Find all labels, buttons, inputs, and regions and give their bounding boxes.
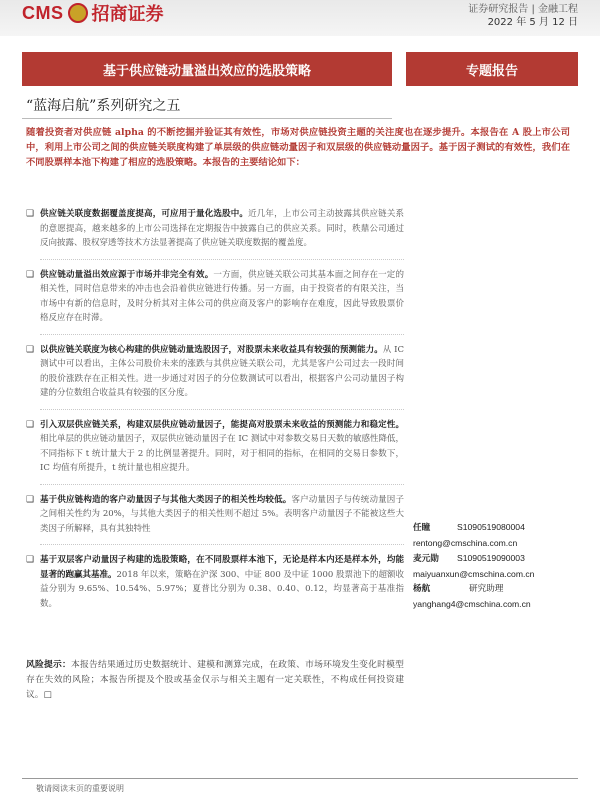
checkbox-bullet-icon: ❑ [26, 209, 35, 219]
analyst-panel [413, 520, 583, 612]
finding-body: 从 IC 测试中可以看出，主体公司股价未来的涨跌与其供应链关联公司，尤其是客户公司过去一段时间的股价涨跌存在正相关性。进一步通过对因子的分位数测试可以看出，根据客户公司动量因子构建的分位数组合收益具有较强的区分度。 [40, 344, 404, 398]
checkbox-bullet-icon: ❑ [26, 555, 35, 565]
finding-body: 近几年，上市公司主动披露其供应链关系的意愿提高，越来越多的上市公司选择在定期报告中披露自己的供应关系。同时，秩鼎公司通过反向披露、股权穿透等技术方法显著提高了供应链关联度数据的覆盖度。 [40, 209, 404, 248]
divider [40, 259, 404, 260]
finding-body: 2018 年以来，策略在沪深 300、中证 800 及中证 1000 股票池下的超额收益分别为 9.65%、10.54%、5.97%；夏普比分别为 0.38、0.40、0.12，均显著高于基准指数。 [40, 569, 404, 609]
checkbox-bullet-icon: ❑ [26, 344, 35, 355]
divider [40, 484, 404, 485]
analyst-entry [413, 520, 583, 536]
page-header [0, 0, 600, 40]
document-type: 证券研究报告 | 金融工程 [468, 4, 578, 15]
analyst-cert: S1090519080004 [457, 522, 525, 532]
risk-text: 本报告结果通过历史数据统计、建模和测算完成，在政策、市场环境发生变化时模型存在失效的风险；本报告所提及个股或基金仅示与相关主题有一定关联性，不构成任何投资建议。□ [26, 660, 404, 700]
risk-warning [26, 658, 404, 703]
logo-text: CMS [22, 2, 64, 23]
finding-heading: 供应链动量溢出效应源于市场并非完全有效。 [40, 269, 214, 280]
series-subtitle: “蓝海启航”系列研究之五 [26, 98, 181, 114]
report-date: 2022 年 5 月 12 日 [487, 17, 578, 28]
analyst-name: 杨航 [413, 584, 431, 594]
finding-heading: 供应链关联度数据覆盖度提高，可应用于量化选股中。 [40, 209, 249, 219]
title-banner [22, 52, 392, 86]
footer-note: 敬请阅读末页的重要说明 [36, 784, 124, 793]
divider [22, 118, 392, 119]
finding-heading: 以供应链关联度为核心构建的供应链动量选股因子，对股票未来收益具有较强的预测能力。 [40, 344, 383, 355]
category-banner [406, 52, 578, 86]
logo-brand: 招商证券 [91, 4, 164, 25]
finding-heading: 基于供应链构造的客户动量因子与其他大类因子的相关性均较低。 [40, 494, 292, 505]
list-item [26, 493, 404, 537]
list-item [26, 268, 404, 326]
analyst-entry [413, 582, 583, 597]
checkbox-bullet-icon: ❑ [26, 269, 35, 280]
logo-seal-icon [68, 3, 88, 23]
list-item [26, 553, 404, 611]
divider [40, 544, 404, 545]
finding-heading: 基于双层客户动量因子构建的选股策略，在不同股票样本池下，无论是样本内还是样本外，均能显著的跑赢其基准。 [40, 555, 404, 580]
analyst-role: 研究助理 [469, 584, 504, 594]
report-category: 专题报告 [465, 63, 518, 79]
analyst-cert: S1090519090003 [457, 553, 525, 563]
abstract-paragraph: 随着投资者对供应链 alpha 的不断挖掘并验证其有效性，市场对供应链投资主题的关注度也在逐步提升。本报告在 A 股上市公司中，利用上市公司之间的供应链关联度构建了单层级的供应链动量因子和双层级的供应链动量因子。基于因子测试的有效性，我们在不同股票样本池下构建了相应的选股策略。本报告的主要结论如下： [26, 127, 570, 168]
list-item [26, 207, 404, 251]
checkbox-bullet-icon: ❑ [26, 419, 35, 430]
analyst-entry [413, 551, 583, 567]
analyst-name: 麦元勋 [413, 554, 439, 564]
finding-body: 一方面，供应链关联公司其基本面之间存在一定的相关性，同时信息带来的冲击也会沿着供应链进行传播。另一方面，由于投资者的有限关注，当市场中有新的信息时，及时分析其对主体公司的供应商及客户的影响存在难度，因此导致股票价格反应存在时滞。 [40, 269, 404, 323]
checkbox-bullet-icon: ❑ [26, 494, 35, 505]
finding-body: 客户动量因子与传统动量因子之间相关性约为 20%，与其他大类因子的相关性则不超过 5%。表明客户动量因子不能被这些大类因子所解释，具有其独特性 [40, 494, 404, 534]
key-findings-list [26, 207, 404, 619]
finding-heading: 引入双层供应链关系，构建双层供应链动量因子，能提高对股票未来收益的预测能力和稳定性。 [40, 419, 404, 430]
list-item [26, 343, 404, 401]
analyst-email[interactable]: yanghang4@cmschina.com.cn [413, 599, 531, 609]
report-title: 基于供应链动量溢出效应的选股策略 [102, 63, 311, 79]
divider [40, 334, 404, 335]
analyst-email[interactable]: maiyuanxun@cmschina.com.cn [413, 569, 535, 579]
footer-divider [22, 778, 578, 779]
analyst-name: 任瞳 [413, 523, 431, 533]
finding-body: 相比单层的供应链动量因子，双层供应链动量因子在 IC 测试中对参数交易日天数的敏感性降低，不同指标下 t 统计量大于 2 的比例显著提升。同时，对于相同的指标，在相同的交易日参数下，IC 均值有所提升，t 统计量也相应提升。 [40, 434, 404, 473]
list-item [26, 418, 404, 476]
risk-label: 风险提示： [26, 660, 72, 670]
analyst-email[interactable]: rentong@cmschina.com.cn [413, 538, 518, 548]
cms-logo [22, 2, 164, 24]
divider [40, 409, 404, 410]
